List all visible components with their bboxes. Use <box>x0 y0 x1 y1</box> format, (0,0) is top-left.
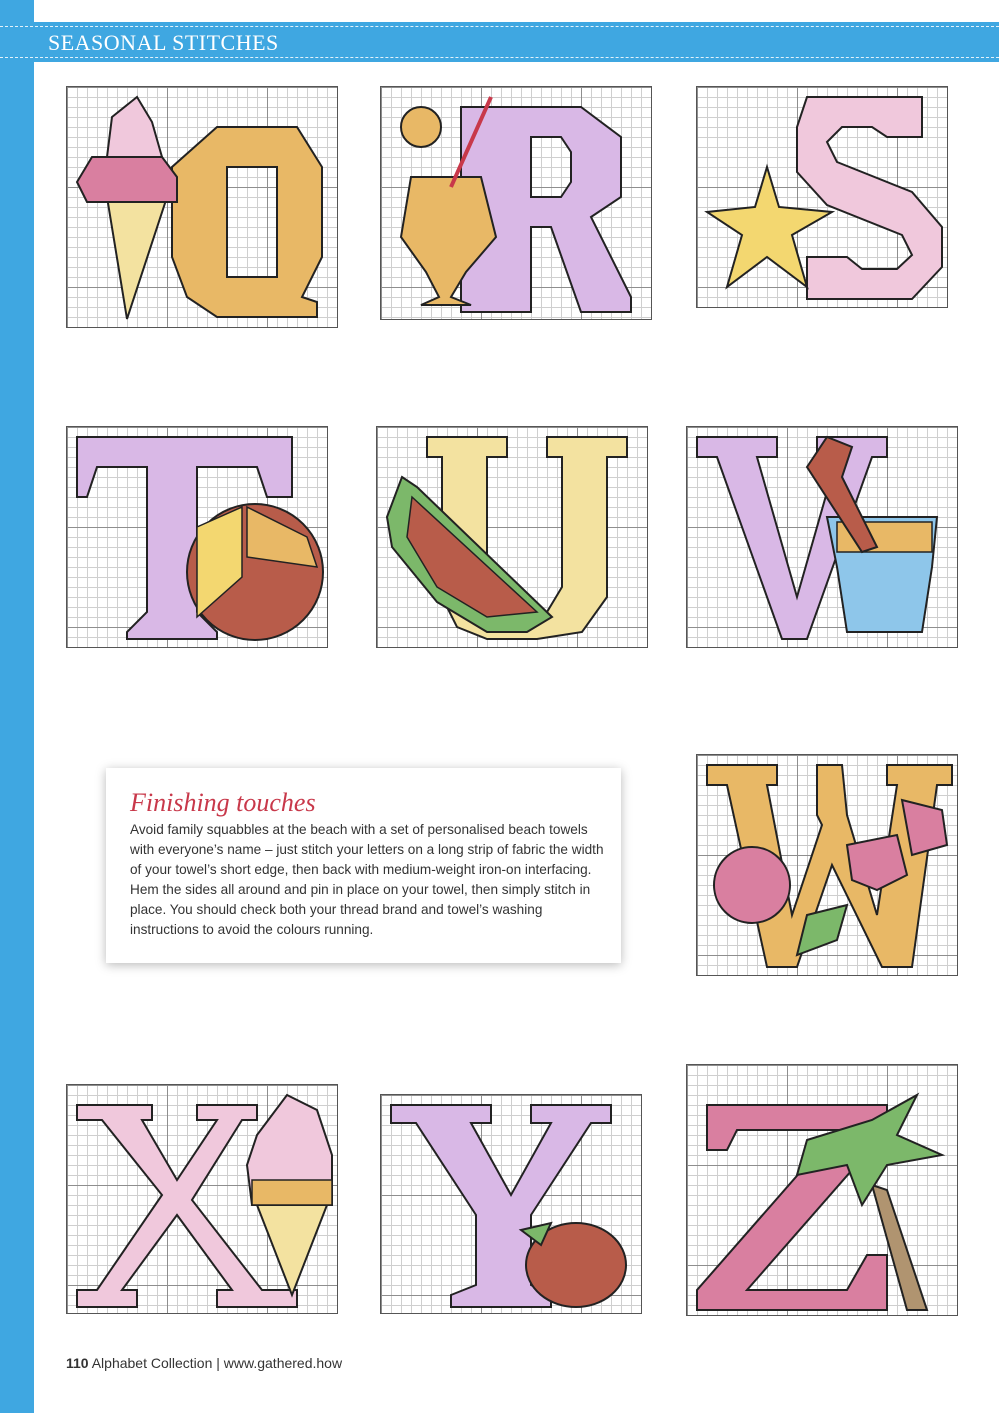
chart-x-art <box>67 1085 338 1314</box>
website-link[interactable]: www.gathered.how <box>223 1355 343 1371</box>
chart-r-art <box>381 87 652 320</box>
chart-v-art <box>687 427 958 648</box>
chart-t-art <box>67 427 328 648</box>
chart-y-art <box>381 1095 642 1314</box>
footer-separator: | <box>216 1355 220 1371</box>
page-footer <box>66 1355 342 1371</box>
page-number: 110 <box>66 1355 89 1371</box>
chart-letter-x <box>66 1084 338 1314</box>
chart-letter-y <box>380 1094 642 1314</box>
chart-letter-z <box>686 1064 958 1316</box>
chart-letter-s <box>696 86 948 308</box>
chart-s-art <box>697 87 948 308</box>
section-header <box>0 22 999 62</box>
chart-z-art <box>687 1065 958 1316</box>
chart-q-art <box>67 87 338 328</box>
chart-letter-u <box>376 426 648 648</box>
finishing-touches-box <box>106 768 621 963</box>
chart-letter-r <box>380 86 652 320</box>
chart-letter-t <box>66 426 328 648</box>
chart-w-art <box>697 755 958 976</box>
publication-name: Alphabet Collection <box>91 1355 213 1371</box>
chart-letter-w <box>696 754 958 976</box>
section-title: SEASONAL STITCHES <box>48 30 279 55</box>
box-title: Finishing touches <box>130 788 316 817</box>
side-accent-bar <box>0 0 34 1413</box>
chart-letter-q <box>66 86 338 328</box>
header-stitch-line-bottom <box>0 57 999 58</box>
chart-u-art <box>377 427 648 648</box>
box-body-text: Avoid family squabbles at the beach with a set of personalised beach towels with everyone’s name – just stitch your letters on a long strip of fabric the width of your towel’s short edge, then back with medium-weight iron-on interfacing. Hem the sides all around and pin in place on your towel, then simply stitch in place. You should check both your thread brand and towel’s washing instructions to avoid the colours running. <box>130 822 604 937</box>
header-stitch-line-top <box>0 26 999 27</box>
chart-letter-v <box>686 426 958 648</box>
